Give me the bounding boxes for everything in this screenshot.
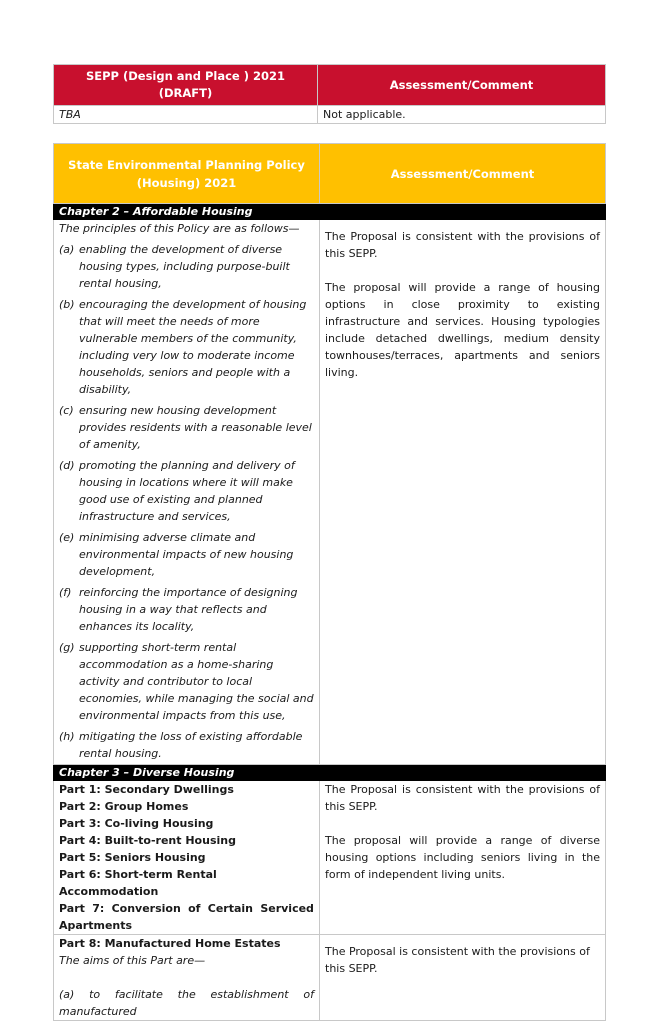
principle-item (59, 728, 314, 762)
chapter-3-comment-cell (320, 781, 606, 935)
part-7-word: 7: (92, 902, 105, 915)
part-2-label: Part 2: Group Homes (59, 800, 189, 813)
principle-text: supporting short-term rental accommodation as a home-sharing activity and contributor to local economies, while managing the social and environmental impacts from this use, (79, 641, 314, 722)
principle-label: (h) (59, 730, 75, 743)
sepp-design-place-table (53, 64, 606, 124)
principle-text: minimising adverse climate and environmental impacts of new housing development, (79, 531, 294, 578)
part-3-label: Part 3: Co-living Housing (59, 817, 214, 830)
principle-text: reinforcing the importance of designing housing in a way that reflects and enhances its locality, (79, 586, 298, 633)
principle-label: (f) (59, 586, 72, 599)
table1-policy-cell: TBA (54, 106, 318, 124)
table1-comment-cell: Not applicable. (318, 106, 606, 124)
principle-text: enabling the development of diverse housing types, including purpose-built rental housing, (79, 243, 290, 290)
part-1-label: Part 1: Secondary Dwellings (59, 783, 234, 796)
part-8-comment: The Proposal is consistent with the provisions of this SEPP. (325, 945, 590, 975)
part-7-word: of (188, 902, 201, 915)
principle-label: (b) (59, 298, 75, 311)
principle-text: mitigating the loss of existing affordable rental housing. (79, 730, 303, 760)
principle-item (59, 639, 314, 724)
table1-header-policy: SEPP (Design and Place ) 2021 (DRAFT) (54, 65, 318, 106)
principle-item (59, 457, 314, 525)
part-7-label (59, 900, 314, 917)
chapter-3-comment-detail: The proposal will provide a range of diverse housing options including seniors living in the form of independent living units. (325, 834, 600, 881)
sepp-housing-table (53, 143, 606, 1021)
principle-label: (d) (59, 459, 75, 472)
part-8-cell (54, 935, 320, 1021)
chapter-2-comment-detail: The proposal will provide a range of housing options in close proximity to existing infrastructure and services. Housing typologies include detached dwellings, medium density townhouses/terraces, apartments and seniors living. (325, 281, 600, 379)
principle-text: encouraging the development of housing that will meet the needs of more vulnerable members of the community, including very low to moderate income households, seniors and people with a disability, (79, 298, 307, 396)
part-5-label: Part 5: Seniors Housing (59, 851, 206, 864)
table1-header-comment: Assessment/Comment (318, 65, 606, 106)
part-6-label: Part 6: Short-term Rental Accommodation (59, 868, 217, 898)
principle-text: promoting the planning and delivery of housing in locations where it will make good use of existing and planned infrastructure and services, (79, 459, 295, 523)
chapter-2-heading: Chapter 2 – Affordable Housing (54, 204, 606, 220)
principle-label: (e) (59, 531, 75, 544)
chapter-2-comment-cell (320, 220, 606, 765)
principle-item (59, 296, 314, 398)
part-7-label-continued: Apartments (59, 919, 133, 932)
principle-label: (g) (59, 641, 75, 654)
principles-list (59, 241, 314, 762)
principles-intro: The principles of this Policy are as follows— (59, 222, 300, 235)
chapter-3-parts-cell (54, 781, 320, 935)
part-7-word: Part (59, 902, 85, 915)
part-7-word: Serviced (260, 902, 314, 915)
chapter-2-principles-cell (54, 220, 320, 765)
principle-label: (c) (59, 404, 74, 417)
part-8-intro: The aims of this Part are— (59, 954, 206, 967)
principle-item (59, 529, 314, 580)
chapter-2-comment-consistent: The Proposal is consistent with the provisions of this SEPP. (325, 230, 600, 260)
principle-item (59, 402, 314, 453)
chapter-3-heading: Chapter 3 – Diverse Housing (54, 765, 606, 781)
part-8-item-a: (a) to facilitate the establishment of manufactured (59, 988, 314, 1018)
principle-label: (a) (59, 243, 75, 256)
part-7-word: Certain (207, 902, 254, 915)
principle-item (59, 241, 314, 292)
part-7-word: Conversion (111, 902, 181, 915)
part-4-label: Part 4: Built-to-rent Housing (59, 834, 236, 847)
principle-item (59, 584, 314, 635)
principle-text: ensuring new housing development provides residents with a reasonable level of amenity, (79, 404, 312, 451)
chapter-3-comment-consistent: The Proposal is consistent with the provisions of this SEPP. (325, 783, 600, 813)
table2-header-policy: State Environmental Planning Policy (Housing) 2021 (54, 144, 320, 204)
part-8-comment-cell (320, 935, 606, 1021)
table2-header-comment: Assessment/Comment (320, 144, 606, 204)
part-8-title: Part 8: Manufactured Home Estates (59, 937, 281, 950)
